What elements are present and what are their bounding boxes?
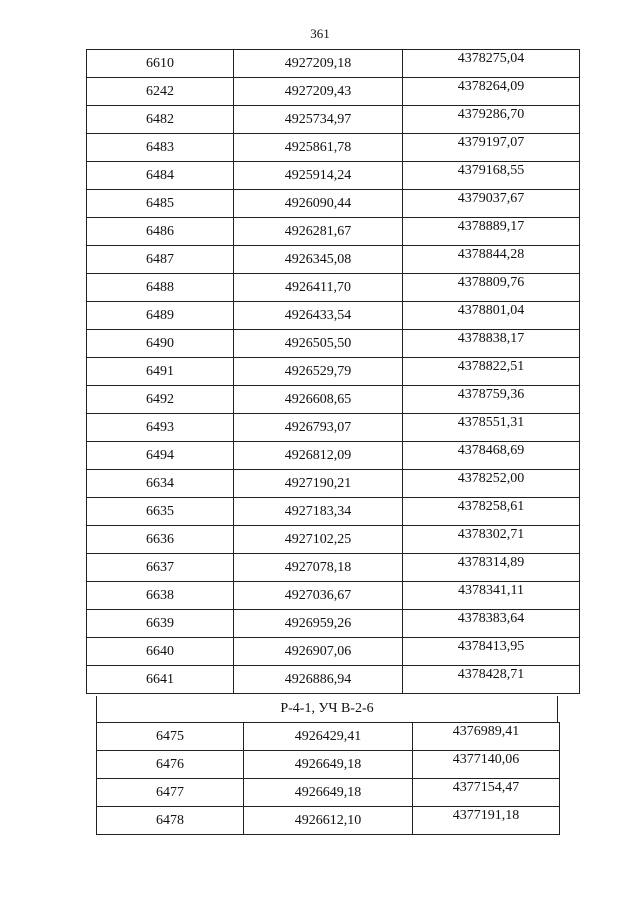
x-coordinate-cell	[234, 554, 403, 582]
x-coordinate-cell	[234, 442, 403, 470]
section-coordinates-table	[96, 722, 560, 835]
x-coordinate-cell	[234, 414, 403, 442]
y-coordinate-cell	[403, 498, 580, 526]
table-row	[87, 330, 580, 358]
y-coordinate-cell-value: 4379197,07	[457, 134, 525, 150]
x-coordinate-cell-value: 4927078,18	[284, 559, 352, 575]
y-coordinate-cell	[403, 582, 580, 610]
x-coordinate-cell-value: 4926090,44	[284, 195, 352, 211]
x-coordinate-cell-value: 4926612,10	[294, 812, 362, 828]
table-row	[87, 526, 580, 554]
point-number-cell	[87, 50, 234, 78]
table-row	[87, 386, 580, 414]
table-row	[87, 582, 580, 610]
y-coordinate-cell	[413, 807, 560, 835]
point-number-cell	[87, 190, 234, 218]
y-coordinate-cell-value: 4379037,67	[457, 190, 525, 206]
x-coordinate-cell	[244, 779, 413, 807]
point-number-cell-value: 6638	[146, 587, 174, 603]
table-row	[87, 134, 580, 162]
point-number-cell-value: 6484	[146, 167, 174, 183]
x-coordinate-cell-value: 4926649,18	[294, 756, 362, 772]
y-coordinate-cell-value: 4378428,71	[457, 666, 525, 682]
point-number-cell	[97, 751, 244, 779]
x-coordinate-cell	[244, 723, 413, 751]
table-row	[87, 498, 580, 526]
point-number-cell-value: 6486	[146, 223, 174, 239]
x-coordinate-cell-value: 4926608,65	[284, 391, 352, 407]
x-coordinate-cell-value: 4926907,06	[284, 643, 352, 659]
point-number-cell-value: 6492	[146, 391, 174, 407]
x-coordinate-cell-value: 4927183,34	[284, 503, 352, 519]
y-coordinate-cell	[403, 162, 580, 190]
y-coordinate-cell	[403, 526, 580, 554]
x-coordinate-cell	[244, 751, 413, 779]
y-coordinate-cell	[403, 358, 580, 386]
point-number-cell	[87, 498, 234, 526]
x-coordinate-cell	[234, 526, 403, 554]
y-coordinate-cell	[403, 78, 580, 106]
point-number-cell	[87, 246, 234, 274]
point-number-cell-value: 6242	[146, 83, 174, 99]
point-number-cell	[87, 358, 234, 386]
y-coordinate-cell-value: 4377154,47	[452, 779, 520, 795]
x-coordinate-cell-value: 4925861,78	[284, 139, 352, 155]
point-number-cell	[87, 526, 234, 554]
y-coordinate-cell-value: 4378302,71	[457, 526, 525, 542]
y-coordinate-cell-value: 4378468,69	[457, 442, 525, 458]
point-number-cell-value: 6488	[146, 279, 174, 295]
y-coordinate-cell	[403, 246, 580, 274]
point-number-cell-value: 6640	[146, 643, 174, 659]
y-coordinate-cell-value: 4379286,70	[457, 106, 525, 122]
x-coordinate-cell-value: 4926959,26	[284, 615, 352, 631]
y-coordinate-cell-value: 4376989,41	[452, 723, 520, 739]
table-row	[87, 414, 580, 442]
point-number-cell-value: 6636	[146, 531, 174, 547]
point-number-cell	[97, 723, 244, 751]
y-coordinate-cell	[403, 274, 580, 302]
x-coordinate-cell	[234, 190, 403, 218]
x-coordinate-cell	[234, 358, 403, 386]
table-row	[97, 751, 560, 779]
point-number-cell-value: 6637	[146, 559, 174, 575]
page-number: 361	[310, 26, 330, 41]
point-number-cell	[87, 134, 234, 162]
x-coordinate-cell	[234, 246, 403, 274]
y-coordinate-cell	[403, 414, 580, 442]
y-coordinate-cell	[403, 106, 580, 134]
y-coordinate-cell	[403, 50, 580, 78]
y-coordinate-cell-value: 4378258,61	[457, 498, 525, 514]
x-coordinate-cell-value: 4925734,97	[284, 111, 352, 127]
point-number-cell-value: 6490	[146, 335, 174, 351]
x-coordinate-cell	[234, 582, 403, 610]
point-number-cell-value: 6483	[146, 139, 174, 155]
x-coordinate-cell-value: 4925914,24	[284, 167, 352, 183]
point-number-cell	[87, 162, 234, 190]
table-row	[87, 274, 580, 302]
x-coordinate-cell-value: 4927036,67	[284, 587, 352, 603]
x-coordinate-cell	[234, 134, 403, 162]
x-coordinate-cell	[244, 807, 413, 835]
y-coordinate-cell	[413, 723, 560, 751]
x-coordinate-cell-value: 4926281,67	[284, 223, 352, 239]
y-coordinate-cell-value: 4378383,64	[457, 610, 525, 626]
point-number-cell-value: 6639	[146, 615, 174, 631]
x-coordinate-cell	[234, 302, 403, 330]
y-coordinate-cell-value: 4378759,36	[457, 386, 525, 402]
table-row	[87, 470, 580, 498]
table-row	[97, 723, 560, 751]
point-number-cell	[87, 386, 234, 414]
y-coordinate-cell	[403, 666, 580, 694]
point-number-cell	[87, 470, 234, 498]
y-coordinate-cell	[403, 134, 580, 162]
table-row	[87, 302, 580, 330]
y-coordinate-cell-value: 4377191,18	[452, 807, 520, 823]
y-coordinate-cell-value: 4378809,76	[457, 274, 525, 290]
point-number-cell	[97, 807, 244, 835]
point-number-cell	[87, 106, 234, 134]
x-coordinate-cell	[234, 666, 403, 694]
y-coordinate-cell	[403, 470, 580, 498]
point-number-cell	[87, 554, 234, 582]
table-row	[87, 610, 580, 638]
table-row	[87, 50, 580, 78]
x-coordinate-cell-value: 4926649,18	[294, 784, 362, 800]
y-coordinate-cell-value: 4379168,55	[457, 162, 525, 178]
y-coordinate-cell	[403, 638, 580, 666]
y-coordinate-cell-value: 4378822,51	[457, 358, 525, 374]
point-number-cell-value: 6641	[146, 671, 174, 687]
table-row	[87, 638, 580, 666]
table-row	[87, 442, 580, 470]
y-coordinate-cell-value: 4378889,17	[457, 218, 525, 234]
point-number-cell	[97, 779, 244, 807]
x-coordinate-cell-value: 4926433,54	[284, 307, 352, 323]
point-number-cell-value: 6634	[146, 475, 174, 491]
y-coordinate-cell-value: 4378314,89	[457, 554, 525, 570]
point-number-cell-value: 6491	[146, 363, 174, 379]
table-row	[87, 554, 580, 582]
x-coordinate-cell	[234, 106, 403, 134]
point-number-cell-value: 6475	[156, 728, 184, 744]
table-row	[87, 106, 580, 134]
x-coordinate-cell	[234, 218, 403, 246]
point-number-cell-value: 6476	[156, 756, 184, 772]
table-row	[87, 218, 580, 246]
point-number-cell-value: 6482	[146, 111, 174, 127]
y-coordinate-cell	[403, 386, 580, 414]
coordinates-table	[86, 49, 580, 694]
y-coordinate-cell-value: 4378275,04	[457, 50, 525, 66]
x-coordinate-cell	[234, 50, 403, 78]
y-coordinate-cell-value: 4378264,09	[457, 78, 525, 94]
y-coordinate-cell	[413, 751, 560, 779]
x-coordinate-cell-value: 4926886,94	[284, 671, 352, 687]
point-number-cell-value: 6494	[146, 447, 174, 463]
table-row	[87, 190, 580, 218]
point-number-cell	[87, 638, 234, 666]
table-row	[87, 358, 580, 386]
point-number-cell	[87, 582, 234, 610]
x-coordinate-cell	[234, 498, 403, 526]
x-coordinate-cell-value: 4926345,08	[284, 251, 352, 267]
point-number-cell-value: 6487	[146, 251, 174, 267]
point-number-cell-value: 6635	[146, 503, 174, 519]
point-number-cell-value: 6478	[156, 812, 184, 828]
y-coordinate-cell-value: 4377140,06	[452, 751, 520, 767]
x-coordinate-cell-value: 4926505,50	[284, 335, 352, 351]
y-coordinate-cell	[403, 330, 580, 358]
y-coordinate-cell	[403, 218, 580, 246]
section-title: Р-4-1, УЧ В-2-6	[96, 696, 558, 722]
point-number-cell-value: 6477	[156, 784, 184, 800]
point-number-cell	[87, 302, 234, 330]
table-row	[87, 78, 580, 106]
y-coordinate-cell-value: 4378801,04	[457, 302, 525, 318]
table-row	[87, 246, 580, 274]
y-coordinate-cell	[403, 190, 580, 218]
y-coordinate-cell	[403, 610, 580, 638]
x-coordinate-cell	[234, 78, 403, 106]
point-number-cell-value: 6493	[146, 419, 174, 435]
x-coordinate-cell	[234, 470, 403, 498]
point-number-cell	[87, 610, 234, 638]
point-number-cell-value: 6485	[146, 195, 174, 211]
point-number-cell	[87, 330, 234, 358]
point-number-cell-value: 6610	[146, 55, 174, 71]
x-coordinate-cell	[234, 274, 403, 302]
table-row	[97, 807, 560, 835]
y-coordinate-cell-value: 4378413,95	[457, 638, 525, 654]
y-coordinate-cell-value: 4378844,28	[457, 246, 525, 262]
y-coordinate-cell	[413, 779, 560, 807]
point-number-cell	[87, 274, 234, 302]
y-coordinate-cell	[403, 302, 580, 330]
point-number-cell	[87, 218, 234, 246]
x-coordinate-cell-value: 4927209,18	[284, 55, 352, 71]
x-coordinate-cell-value: 4927102,25	[284, 531, 352, 547]
y-coordinate-cell-value: 4378341,11	[458, 582, 524, 598]
x-coordinate-cell-value: 4926529,79	[284, 363, 352, 379]
point-number-cell-value: 6489	[146, 307, 174, 323]
y-coordinate-cell	[403, 554, 580, 582]
point-number-cell	[87, 666, 234, 694]
point-number-cell	[87, 78, 234, 106]
point-number-cell	[87, 414, 234, 442]
x-coordinate-cell-value: 4926793,07	[284, 419, 352, 435]
x-coordinate-cell	[234, 386, 403, 414]
table-row	[87, 666, 580, 694]
y-coordinate-cell-value: 4378551,31	[457, 414, 525, 430]
y-coordinate-cell-value: 4378252,00	[457, 470, 525, 486]
x-coordinate-cell	[234, 330, 403, 358]
x-coordinate-cell-value: 4927190,21	[284, 475, 352, 491]
y-coordinate-cell-value: 4378838,17	[457, 330, 525, 346]
x-coordinate-cell	[234, 162, 403, 190]
y-coordinate-cell	[403, 442, 580, 470]
x-coordinate-cell-value: 4926429,41	[294, 728, 362, 744]
x-coordinate-cell-value: 4926812,09	[284, 447, 352, 463]
x-coordinate-cell-value: 4926411,70	[285, 279, 351, 295]
table-row	[87, 162, 580, 190]
table-row	[97, 779, 560, 807]
x-coordinate-cell	[234, 610, 403, 638]
x-coordinate-cell-value: 4927209,43	[284, 83, 352, 99]
x-coordinate-cell	[234, 638, 403, 666]
point-number-cell	[87, 442, 234, 470]
